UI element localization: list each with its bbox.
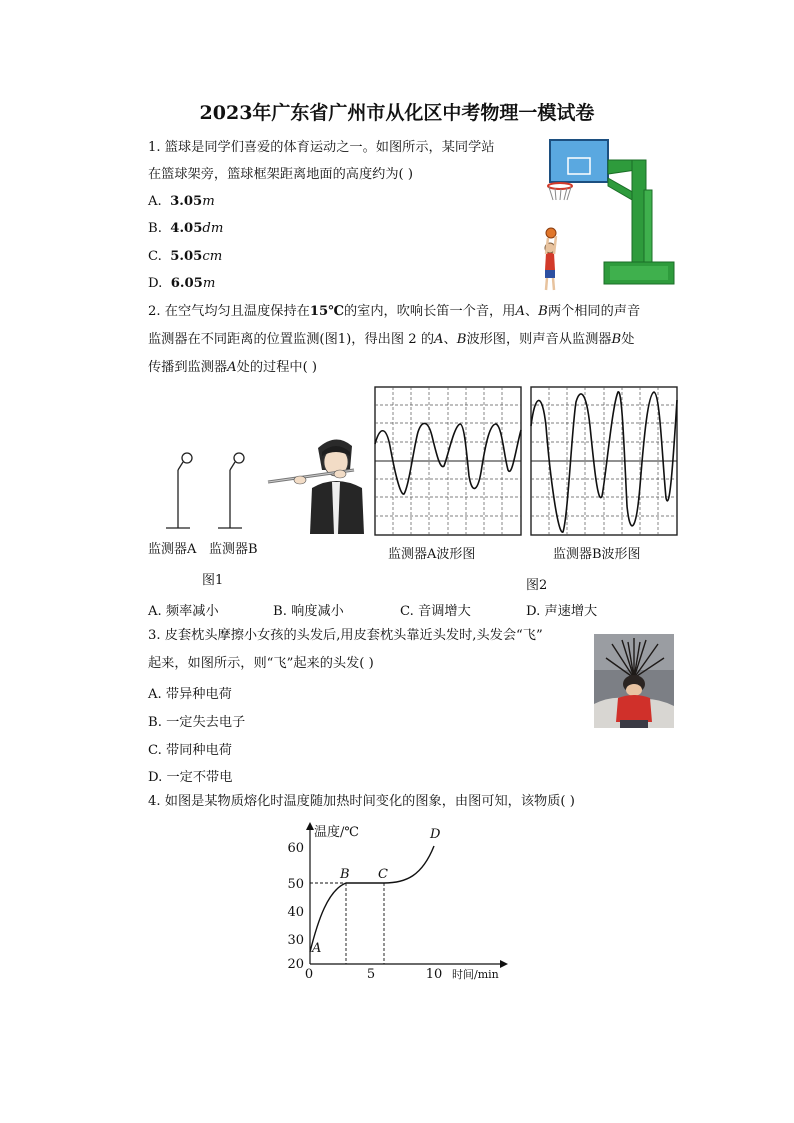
- point-d-label: D: [430, 827, 441, 842]
- q3-option-b[interactable]: B. 一定失去电子: [148, 715, 246, 730]
- q4-stem-line1: 4. 如图是某物质熔化时温度随加热时间变化的图象，由图可知，该物质( ): [148, 794, 575, 809]
- q1-option-c[interactable]: C. 5.05cm: [148, 249, 223, 264]
- q1-stem-line1: 1. 篮球是同学们喜爱的体育运动之一。如图所示，某同学站: [148, 140, 495, 155]
- point-c-label: C: [378, 867, 388, 882]
- q2-option-b[interactable]: B. 响度减小: [273, 604, 344, 619]
- point-a-label: A: [312, 941, 322, 956]
- melting-curve: [310, 846, 434, 952]
- monitor-a-label: 监测器A: [148, 542, 197, 557]
- x-axis-arrow: [500, 960, 508, 968]
- waveform-a-caption: 监测器A波形图: [388, 547, 476, 562]
- q3-stem-line1: 3. 皮套枕头摩擦小女孩的头发后,用皮套枕头靠近头发时,头发会“飞”: [148, 628, 543, 643]
- x-tick-5: 5: [366, 967, 376, 982]
- q2-option-d[interactable]: D. 声速增大: [526, 604, 598, 619]
- y-axis-label: 温度/℃: [314, 825, 359, 840]
- x-tick-0: 0: [304, 967, 314, 982]
- fig2-caption: 图2: [526, 578, 548, 593]
- y-tick-60: 60: [287, 841, 304, 856]
- y-tick-20: 20: [287, 957, 304, 972]
- waveform-b-graph: [530, 386, 680, 538]
- q1-option-b[interactable]: B. 4.05dm: [148, 221, 224, 236]
- q3-option-d[interactable]: D. 一定不带电: [148, 770, 233, 785]
- y-tick-40: 40: [287, 905, 304, 920]
- melting-temperature-graph: [282, 820, 512, 990]
- fig1-caption: 图1: [202, 573, 224, 588]
- static-hair-photo: [594, 634, 674, 728]
- q2-option-a[interactable]: A. 频率减小: [148, 604, 219, 619]
- basketball-hoop-image: [540, 130, 680, 295]
- q1-stem-line2: 在篮球架旁，篮球框架距离地面的高度约为( ): [148, 167, 414, 182]
- q1-option-a[interactable]: A. 3.05m: [148, 194, 215, 209]
- q3-stem-line2: 起来，如图所示，则“飞”起来的头发( ): [148, 656, 374, 671]
- point-b-label: B: [340, 867, 350, 882]
- q1-option-d[interactable]: D. 6.05m: [148, 276, 216, 291]
- waveform-a-graph: [374, 386, 524, 538]
- fig1-monitors-image: [150, 430, 370, 540]
- q2-stem-line3: 传播到监测器A处的过程中( ): [148, 360, 318, 375]
- y-tick-30: 30: [287, 933, 304, 948]
- y-tick-50: 50: [287, 877, 304, 892]
- q2-stem-line2: 监测器在不同距离的位置监测(图1)，得出图 2 的A、B波形图，则声音从监测器B处: [148, 332, 635, 347]
- y-axis-arrow: [306, 822, 314, 830]
- x-tick-10: 10: [425, 967, 443, 982]
- monitor-b-label: 监测器B: [209, 542, 258, 557]
- q3-option-a[interactable]: A. 带异种电荷: [148, 687, 232, 702]
- q3-option-c[interactable]: C. 带同种电荷: [148, 743, 232, 758]
- waveform-b-caption: 监测器B波形图: [553, 547, 641, 562]
- q2-option-c[interactable]: C. 音调增大: [400, 604, 471, 619]
- page-title: 2023年广东省广州市从化区中考物理一模试卷: [199, 102, 595, 124]
- q2-stem-line1: 2. 在空气均匀且温度保持在15℃的室内，吹响长笛一个音，用A、B两个相同的声音: [148, 304, 641, 319]
- x-axis-label: 时间/min: [452, 968, 499, 981]
